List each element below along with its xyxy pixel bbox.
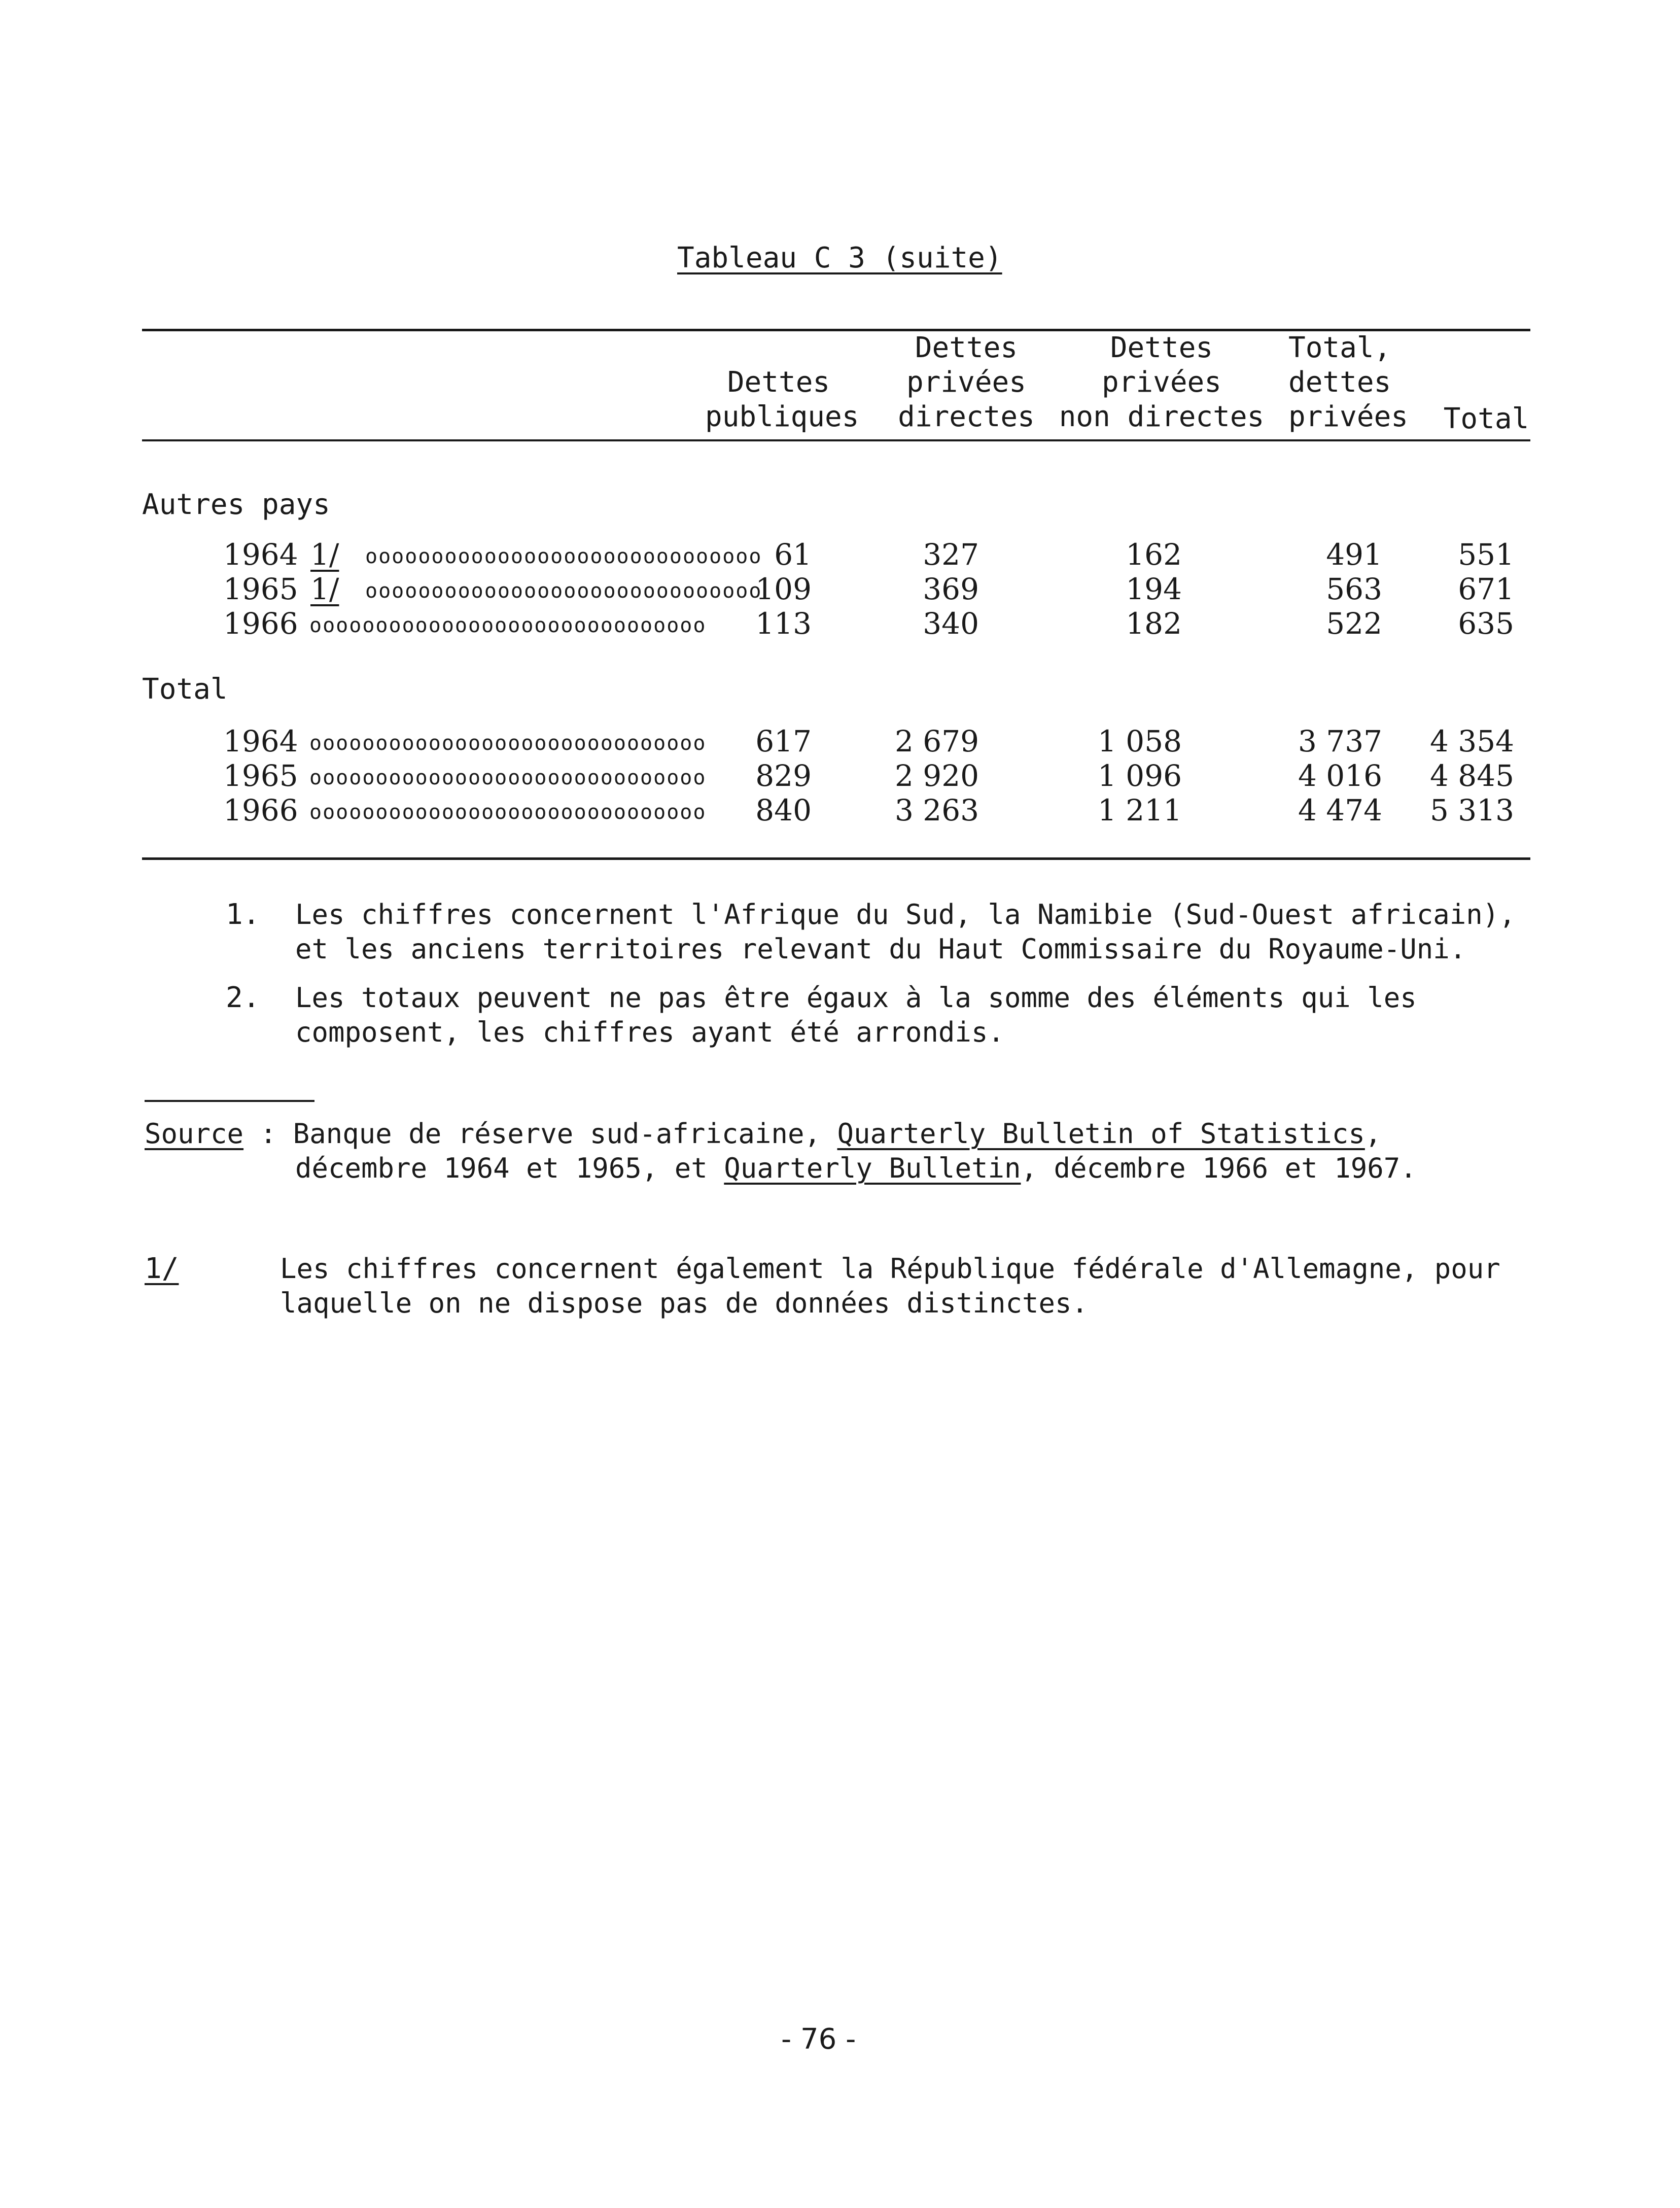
note-line: Les chiffres concernent l'Afrique du Sud, la Namibie (Sud-Ouest africain), — [295, 899, 1516, 930]
column-header-line: privées — [906, 366, 1026, 399]
cell-privees-directes: 340 — [923, 606, 979, 641]
cell-total: 635 — [1458, 606, 1514, 641]
cell-privees-directes: 3 263 — [894, 793, 979, 827]
table-bottom-rule — [142, 857, 1530, 860]
cell-total: 551 — [1458, 537, 1514, 572]
note-line: et les anciens territoires relevant du Haut Commissaire du Royaume-Uni. — [295, 933, 1466, 965]
source-publication-bulletin: Quarterly Bulletin — [724, 1152, 1021, 1184]
row-year: 1966 — [223, 793, 298, 827]
source-line-1: Source : Banque de réserve sud-africaine, Quarterly Bulletin of Statistics, — [145, 1118, 1382, 1150]
cell-privees-non-directes: 1 211 — [1097, 793, 1182, 827]
cell-dettes-publiques: 829 — [755, 758, 812, 793]
source-separator: : — [260, 1118, 277, 1150]
column-header-line: publiques — [705, 400, 859, 433]
footnote-mark: 1/ — [145, 1252, 179, 1285]
note-number: 2. — [226, 981, 260, 1014]
column-header-line: directes — [898, 400, 1035, 433]
row-year: 1964 — [223, 537, 298, 572]
cell-privees-non-directes: 1 058 — [1097, 724, 1182, 758]
page-number: - 76 - — [781, 2023, 856, 2056]
row-year: 1966 — [223, 606, 298, 641]
column-header-line: Dettes — [1110, 331, 1213, 364]
cell-privees-directes: 369 — [923, 572, 979, 606]
header-bottom-rule — [142, 439, 1530, 441]
cell-privees-directes: 327 — [923, 537, 979, 572]
note-line: Les totaux peuvent ne pas être égaux à la somme des éléments qui les — [295, 982, 1417, 1014]
row-footnote-ref: 1/ — [310, 572, 339, 606]
column-header-line: dettes — [1288, 366, 1391, 399]
source-publication-statistics: Quarterly Bulletin of Statistics — [837, 1118, 1365, 1150]
source-publisher: Banque de réserve sud-africaine, — [293, 1118, 821, 1150]
cell-total-privees: 3 737 — [1298, 724, 1382, 758]
source-line-2 — [295, 1151, 1665, 1186]
cell-privees-directes: 2 920 — [894, 758, 979, 793]
cell-dettes-publiques: 840 — [755, 793, 812, 827]
row-footnote-ref: 1/ — [310, 537, 339, 572]
cell-total-privees: 4 474 — [1298, 793, 1382, 827]
cell-total: 4 354 — [1429, 724, 1514, 758]
table-title: Tableau C 3 (suite) — [677, 242, 1002, 274]
dot-leader: oooooooooooooooooooooooooooooo — [309, 732, 707, 755]
dot-leader: oooooooooooooooooooooooooooooo — [365, 545, 762, 568]
cell-privees-non-directes: 162 — [1126, 537, 1182, 572]
cell-total-privees: 491 — [1326, 537, 1382, 572]
column-header-line: privées — [1101, 366, 1221, 399]
source-dates-2: , décembre 1966 et 1967. — [1021, 1152, 1417, 1184]
column-header-line: non directes — [1059, 400, 1265, 433]
section-label-autres-pays: Autres pays — [142, 488, 330, 521]
footnote-line: laquelle on ne dispose pas de données distinctes. — [280, 1287, 1089, 1319]
column-header-line: privées — [1288, 400, 1409, 433]
cell-privees-directes: 2 679 — [894, 724, 979, 758]
cell-privees-non-directes: 194 — [1126, 572, 1182, 606]
cell-total-privees: 563 — [1326, 572, 1382, 606]
column-header-line: Total — [1443, 402, 1529, 435]
note-number: 1. — [226, 898, 260, 931]
column-header-line: Dettes — [915, 331, 1018, 364]
dot-leader: oooooooooooooooooooooooooooooo — [309, 801, 707, 824]
footnote-line: Les chiffres concernent également la République fédérale d'Allemagne, pour — [280, 1253, 1500, 1285]
cell-total: 671 — [1458, 572, 1514, 606]
cell-dettes-publiques: 61 — [774, 537, 812, 572]
cell-total-privees: 4 016 — [1298, 758, 1382, 793]
cell-privees-non-directes: 182 — [1126, 606, 1182, 641]
column-header-line: Total, — [1288, 331, 1391, 364]
dot-leader: oooooooooooooooooooooooooooooo — [309, 614, 707, 637]
source-label: Source — [145, 1118, 244, 1150]
cell-dettes-publiques: 113 — [755, 606, 812, 641]
cell-privees-non-directes: 1 096 — [1097, 758, 1182, 793]
section-label-total: Total — [142, 673, 228, 706]
source-separator-rule — [145, 1100, 314, 1102]
row-year: 1965 — [223, 572, 298, 606]
note-line: composent, les chiffres ayant été arrondis. — [295, 1016, 1004, 1048]
cell-total: 4 845 — [1429, 758, 1514, 793]
column-header-line: Dettes — [727, 366, 830, 399]
row-year: 1965 — [223, 758, 298, 793]
cell-dettes-publiques: 109 — [755, 572, 812, 606]
row-year: 1964 — [223, 724, 298, 758]
source-dates: décembre 1964 et 1965, et — [295, 1152, 708, 1184]
cell-total-privees: 522 — [1326, 606, 1382, 641]
cell-total: 5 313 — [1429, 793, 1514, 827]
dot-leader: oooooooooooooooooooooooooooooo — [309, 766, 707, 789]
dot-leader: oooooooooooooooooooooooooooooo — [365, 579, 762, 603]
cell-dettes-publiques: 617 — [755, 724, 812, 758]
